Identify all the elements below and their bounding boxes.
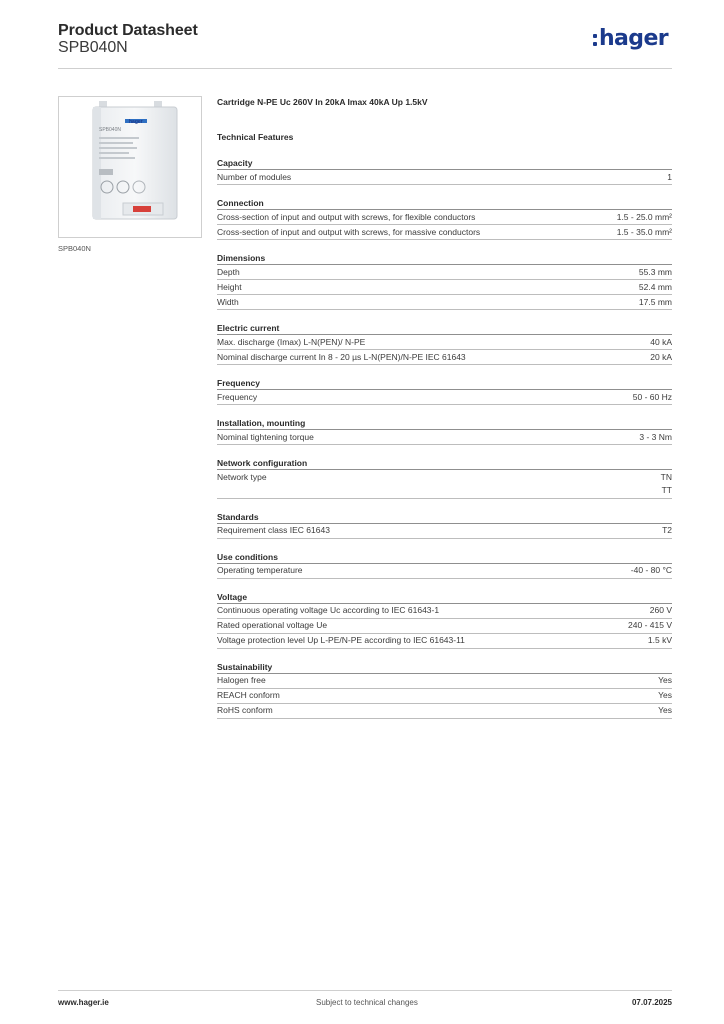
label-code: SPB040N (99, 127, 121, 133)
spec-value-line: T2 (662, 525, 672, 535)
spec-row (217, 335, 672, 350)
spec-key: Halogen free (217, 675, 266, 685)
spec-row (217, 704, 672, 719)
section-title: Use conditions (217, 551, 672, 564)
spec-value (661, 471, 672, 498)
spec-section (217, 377, 672, 405)
spec-value (650, 604, 672, 618)
spec-value-line: Yes (658, 675, 672, 685)
spec-row (217, 470, 672, 499)
footer-divider (58, 990, 672, 991)
spec-section (217, 551, 672, 579)
spec-key: Cross-section of input and output with screws, for flexible conductors (217, 211, 476, 222)
spec-key: Cross-section of input and output with screws, for massive conductors (217, 226, 481, 237)
spec-value (667, 171, 672, 185)
spec-value-line: 50 - 60 Hz (632, 391, 672, 402)
hager-logo-dots (593, 34, 597, 48)
section-title: Sustainability (217, 661, 672, 674)
footer-website-link[interactable]: www.hager.ie (58, 998, 109, 1007)
spec-key: Height (217, 281, 242, 292)
spec-value (658, 704, 672, 718)
spec-section (217, 661, 672, 719)
spec-key: Rated operational voltage Ue (217, 620, 328, 630)
spec-section (217, 591, 672, 649)
spec-key: Requirement class IEC 61643 (217, 525, 330, 535)
spec-key: Nominal discharge current In 8 - 20 µs L-N(PEN)/N-PE IEC 61643 (217, 351, 466, 362)
spec-row (217, 170, 672, 185)
section-title: Connection (217, 197, 672, 210)
hager-logo[interactable]: hager (599, 26, 669, 51)
spec-value (650, 351, 672, 365)
footer-notice: Subject to technical changes (316, 998, 418, 1007)
spec-value-line: 1.5 - 35.0 mm² (616, 226, 672, 237)
spec-value-line: 55.3 mm (638, 266, 672, 277)
spec-value (617, 211, 672, 225)
spec-row (217, 524, 672, 539)
spec-value (662, 524, 672, 538)
spec-row (217, 265, 672, 280)
section-title: Standards (217, 511, 672, 524)
spec-section (217, 457, 672, 499)
spec-value-line: TT (661, 485, 672, 495)
spec-row (217, 350, 672, 365)
spec-key: Max. discharge (Imax) L-N(PEN)/ N-PE (217, 336, 366, 347)
spec-section (217, 252, 672, 310)
section-title: Voltage (217, 591, 672, 604)
spec-value-line: 1.5 kV (647, 635, 672, 645)
spec-value (650, 336, 672, 350)
spec-value (658, 689, 672, 703)
spec-value (633, 391, 672, 405)
header-divider (58, 68, 672, 69)
spec-key: Voltage protection level Up L-PE/N-PE according to IEC 61643-11 (217, 635, 465, 645)
spec-row (217, 674, 672, 689)
label-brand: hager (129, 119, 143, 125)
spec-content (217, 96, 672, 719)
spec-key: Continuous operating voltage Uc according to IEC 61643-1 (217, 605, 440, 615)
spec-value-line: 20 kA (650, 351, 672, 362)
spec-section (217, 157, 672, 185)
spec-key: Depth (217, 266, 240, 277)
spec-value-line: 52.4 mm (638, 281, 672, 292)
section-title: Network configuration (217, 457, 672, 470)
page-title: Product Datasheet (58, 22, 198, 39)
product-image (58, 96, 202, 238)
spec-key: Number of modules (217, 171, 292, 182)
footer-date: 07.07.2025 (631, 998, 672, 1007)
spec-key: RoHS conform (217, 705, 273, 715)
product-description: Cartridge N-PE Uc 260V In 20kA Imax 40kA Up 1.5kV (217, 97, 428, 107)
spec-section (217, 417, 672, 445)
spec-row (217, 295, 672, 310)
spec-row (217, 390, 672, 405)
spec-section (217, 197, 672, 240)
product-code: SPB040N (58, 39, 128, 56)
spec-row (217, 280, 672, 295)
spec-row (217, 210, 672, 225)
spec-row (217, 225, 672, 240)
spec-value-line: TN (660, 471, 672, 482)
spec-key: Width (217, 296, 239, 307)
spec-value (639, 281, 672, 295)
surge-protector-cartridge-illustration (59, 97, 201, 237)
spec-value-line: 1.5 - 25.0 mm² (616, 211, 672, 222)
section-title: Frequency (217, 377, 672, 390)
spec-row (217, 634, 672, 649)
spec-key: REACH conform (217, 690, 280, 700)
spec-value (658, 674, 672, 688)
spec-value (639, 296, 672, 310)
spec-value (631, 564, 672, 578)
spec-value-line: 3 - 3 Nm (639, 431, 672, 442)
spec-value-line: 17.5 mm (638, 296, 672, 307)
spec-value (648, 634, 672, 648)
spec-row (217, 604, 672, 619)
spec-row (217, 430, 672, 445)
spec-key: Nominal tightening torque (217, 431, 314, 442)
spec-value-line: 1 (667, 171, 672, 182)
spec-key: Frequency (217, 391, 258, 402)
spec-section (217, 511, 672, 539)
section-title: Electric current (217, 322, 672, 335)
spec-key: Network type (217, 471, 267, 482)
spec-value-line: Yes (658, 690, 672, 700)
spec-value (639, 266, 672, 280)
section-title: Capacity (217, 157, 672, 170)
spec-value (617, 226, 672, 240)
spec-row (217, 619, 672, 634)
technical-features-heading: Technical Features (217, 132, 294, 142)
spec-section (217, 322, 672, 365)
spec-value-line: 260 V (649, 605, 672, 615)
spec-row (217, 689, 672, 704)
spec-value (628, 619, 672, 633)
spec-value-line: Yes (658, 705, 672, 715)
spec-value (639, 431, 672, 445)
spec-value-line: -40 - 80 °C (630, 565, 672, 575)
spec-value-line: 240 - 415 V (628, 620, 672, 630)
image-caption: SPB040N (58, 244, 91, 253)
spec-value-line: 40 kA (650, 336, 672, 347)
spec-key: Operating temperature (217, 565, 303, 575)
spec-row (217, 564, 672, 579)
spec-sections (217, 157, 672, 719)
section-title: Installation, mounting (217, 417, 672, 430)
section-title: Dimensions (217, 252, 672, 265)
